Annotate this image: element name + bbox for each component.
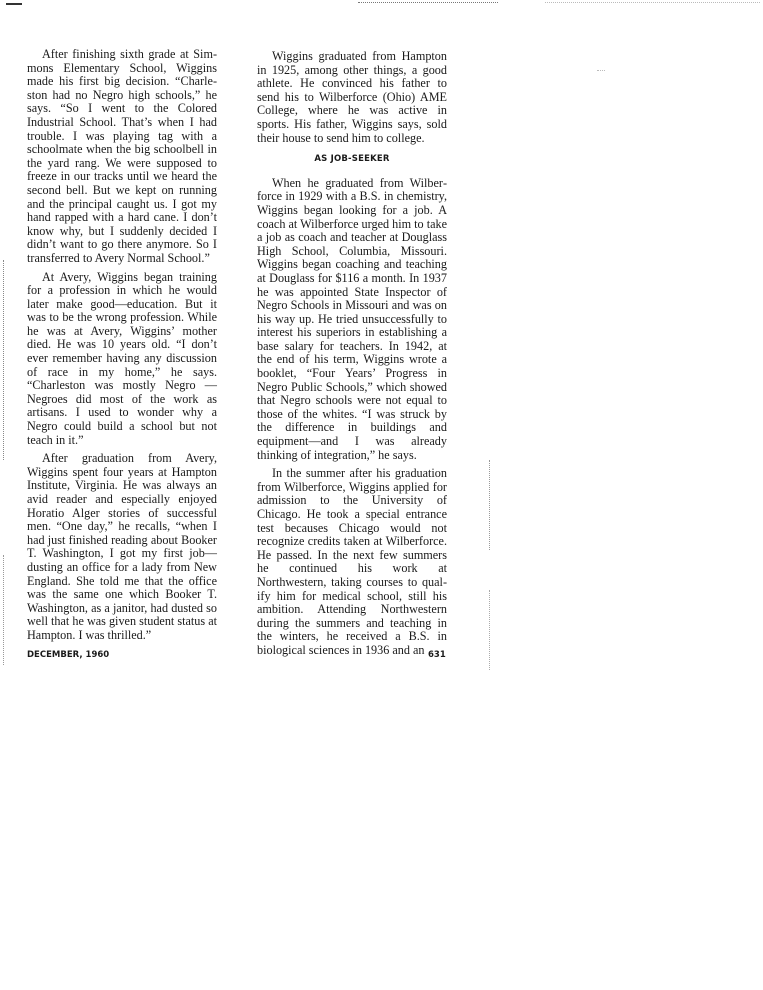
article-paragraph: When he graduated from Wilberforce in 1929 with a B.S. in chemistry, Wiggins began looking for a job. A coach at Wilberforce urged him to take a job as coach and teacher at Douglass High School, Columbia, Missouri. Wiggins began coaching and teaching at Douglass for $116 a month. In 1937 he was appointed State Inspector of Negro Schools in Missouri and was on his way up. He tried unsuccessfully to interest his superiors in establishing a base salary for teachers. In 1942, at the end of his term, Wiggins wrote a booklet, “Four Years’ Progress in Negro Public Schools,” which showed that Negro schools were not equal to those of the whites. “I was struck by the difference in buildings and equipment—and I was already thinking of integration,” he says.	[257, 175, 447, 462]
scan-mark	[489, 590, 491, 670]
scan-mark	[597, 70, 605, 73]
scan-mark	[3, 260, 5, 460]
article-paragraph: In the summer after his graduation from Wilberforce, Wiggins applied for admission to the University of Chicago. He took a special entrance test becauses Chicago would not recognize credits taken at Wilberforce. He passed. In the next few summers he continued his work at Northwestern, taking courses to qualify him for medical school, still his ambition. Attending Northwestern during the summers and teaching in the winters, he received a B.S. in biological sciences in 1936 and an	[257, 466, 447, 657]
article-paragraph: At Avery, Wiggins began training for a profession in which he would later make good—education. But it was to be the wrong profession. While he was at Avery, Wiggins’ mother died. He was 10 years old. “I don’t ever remember having any discussion of race in my home,” he says. “Charleston was mostly Negro —Negroes did most of the work as artisans. I used to wonder why a Negro could build a school but not teach in it.”	[27, 269, 217, 447]
scan-mark	[545, 2, 760, 4]
article-column-left	[27, 48, 217, 648]
scan-mark	[6, 3, 22, 5]
scan-mark	[3, 555, 5, 665]
issue-date: DECEMBER, 1960	[27, 650, 110, 660]
article-paragraph: After finishing sixth grade at Simmons Elementary School, Wiggins made his first big decision. “Charleston had no Negro high schools,” he says. “So I went to the Colored Industrial School. That’s when I had trouble. I was playing tag with a schoolmate when the big schoolbell in the yard rang. We were supposed to freeze in our tracks until we heard the second bell. But we kept on running and the principal caught us. I got my hand rapped with a hard cane. I don’t know why, but I suddenly decided I didn’t want to go there anymore. So I transferred to Avery Normal School.”	[27, 47, 217, 265]
scan-mark	[358, 2, 498, 4]
section-heading: AS JOB-SEEKER	[314, 154, 390, 165]
scan-mark	[489, 460, 491, 550]
article-paragraph: After graduation from Avery, Wiggins spent four years at Hampton Institute, Virginia. He was always an avid reader and especially enjoyed Horatio Alger stories of successful men. “One day,” he recalls, “when I had just finished reading about Booker T. Washington, I got my first job—dusting an office for a lady from New England. She told me that the office was the same one which Booker T. Washington, as a janitor, had dusted so well that he was given student status at Hampton. I was thrilled.”	[27, 451, 217, 642]
article-paragraph: Wiggins graduated from Hampton in 1925, among other things, a good athlete. He convinced his father to send his to Wilberforce (Ohio) AME College, where he was active in sports. His father, Wiggins says, sold their house to send him to college.	[257, 49, 447, 145]
page-number: 631	[428, 650, 446, 660]
article-column-right	[257, 50, 447, 663]
